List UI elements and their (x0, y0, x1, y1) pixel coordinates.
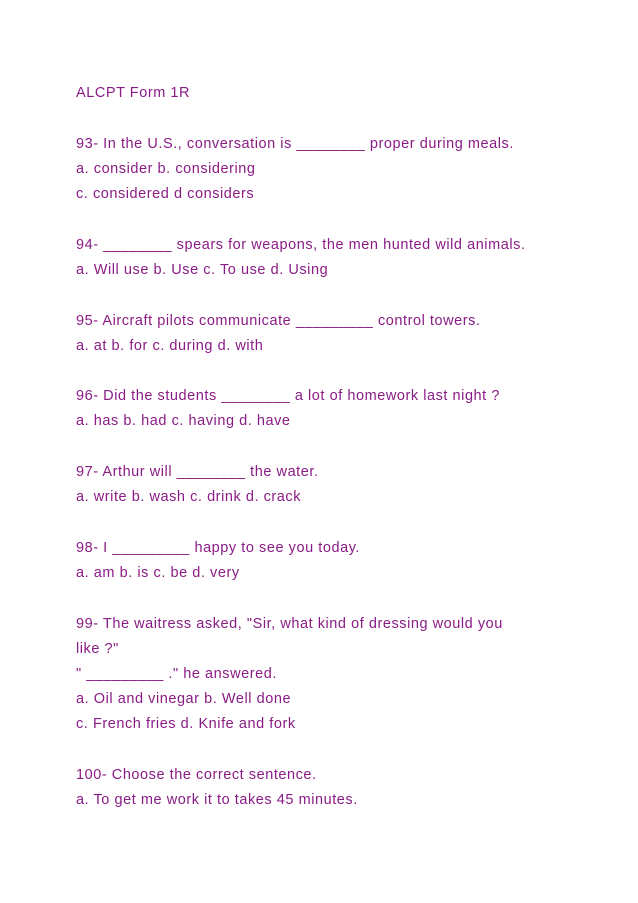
question-99-stem-1: 99- The waitress asked, "Sir, what kind of dressing would you (76, 616, 503, 632)
question-94-stem: 94- ________ spears for weapons, the men hunted wild animals. (76, 237, 526, 253)
question-99-options-1: a. Oil and vinegar b. Well done (76, 691, 292, 707)
document-header: ALCPT Form 1R (76, 85, 191, 101)
question-95-options-1: a. at b. for c. during d. with (76, 338, 264, 354)
question-100-options-1: a. To get me work it to takes 45 minutes. (76, 792, 358, 808)
question-99-stem-3: " _________ ." he answered. (76, 666, 277, 682)
question-97-stem: 97- Arthur will ________ the water. (76, 464, 319, 480)
question-96-options-1: a. has b. had c. having d. have (76, 413, 291, 429)
question-93-options-2: c. considered d considers (76, 186, 255, 202)
question-94-options-1: a. Will use b. Use c. To use d. Using (76, 262, 329, 278)
question-95-stem: 95- Aircraft pilots communicate _________ control towers. (76, 313, 481, 329)
question-93-stem: 93- In the U.S., conversation is ________ proper during meals. (76, 136, 514, 152)
question-99-stem-2: like ?" (76, 641, 119, 657)
question-97-options-1: a. write b. wash c. drink d. crack (76, 489, 301, 505)
question-98-options-1: a. am b. is c. be d. very (76, 565, 240, 581)
question-100-stem: 100- Choose the correct sentence. (76, 767, 317, 783)
question-93-options-1: a. consider b. considering (76, 161, 256, 177)
question-98-stem: 98- I _________ happy to see you today. (76, 540, 360, 556)
question-96-stem: 96- Did the students ________ a lot of homework last night ? (76, 388, 500, 404)
question-99-options-2: c. French fries d. Knife and fork (76, 716, 296, 732)
